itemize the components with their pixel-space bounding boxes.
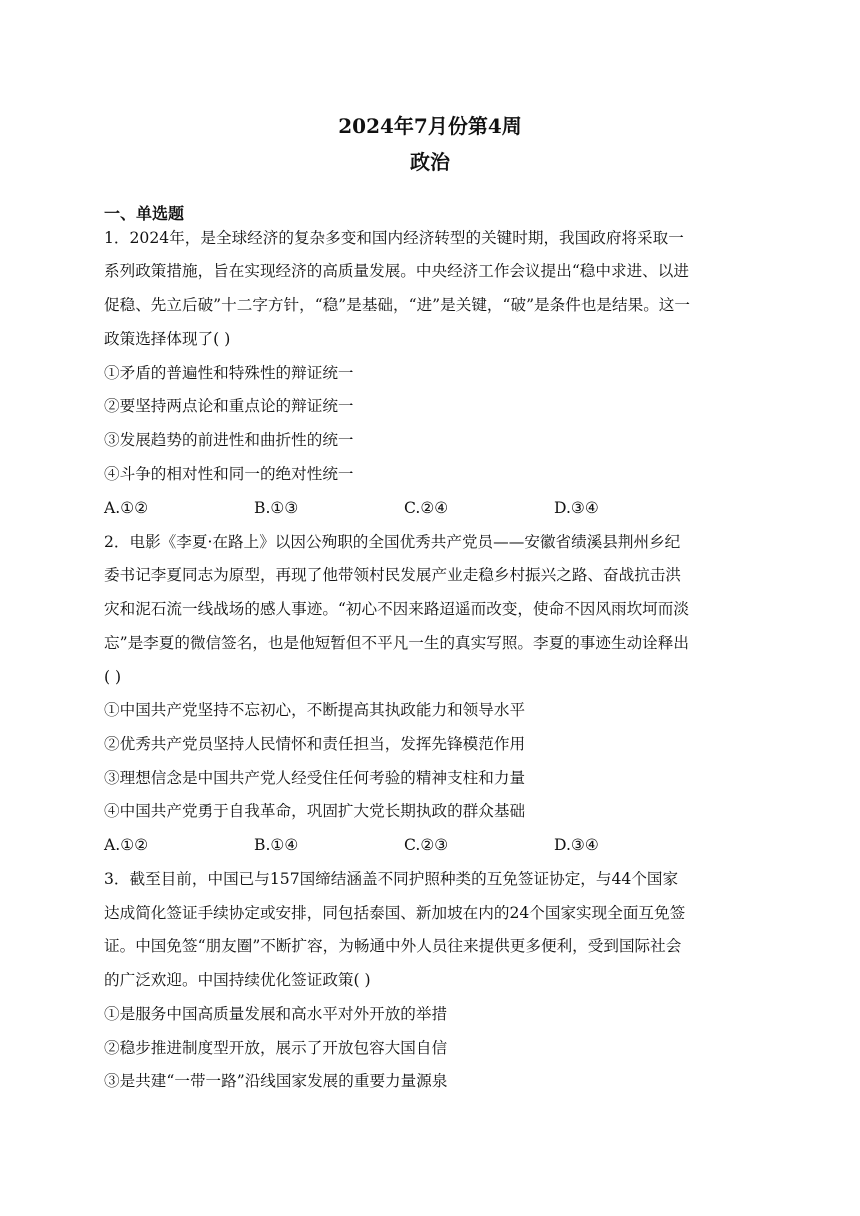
subject-title: 政治 — [410, 150, 450, 174]
statement-item: ①中国共产党坚持不忘初心，不断提高其执政能力和领导水平 — [104, 701, 526, 719]
statement-item: ③理想信念是中国共产党人经受住任何考验的精神支柱和力量 — [104, 769, 526, 787]
question-text-line: 促稳、先立后破”十二字方针，“稳”是基础，“进”是关键，“破”是条件也是结果。这一 — [104, 296, 690, 314]
statement-item: ④中国共产党勇于自我革命，巩固扩大党长期执政的群众基础 — [104, 802, 526, 820]
question-text-line: 1．2024年，是全球经济的复杂多变和国内经济转型的关键时期，我国政府将采取一 — [104, 229, 684, 247]
section-heading: 一、单选题 — [104, 204, 185, 223]
statement-item: ③发展趋势的前进性和曲折性的统一 — [104, 431, 354, 449]
option-a[interactable]: A.①② — [104, 499, 149, 517]
page-title: 2024年7月份第4周 — [338, 114, 522, 138]
question-text-line: 2．电影《李夏·在路上》以因公殉职的全国优秀共产党员——安徽省绩溪县荆州乡纪 — [104, 533, 681, 551]
statement-item: ③是共建“一带一路”沿线国家发展的重要力量源泉 — [104, 1072, 448, 1090]
question-text-line: 证。中国免签“朋友圈”不断扩容，为畅通中外人员往来提供更多便利，受到国际社会 — [104, 937, 682, 955]
statement-item: ①矛盾的普遍性和特殊性的辩证统一 — [104, 364, 354, 382]
option-c[interactable]: C.②④ — [404, 499, 449, 517]
option-b[interactable]: B.①④ — [254, 836, 299, 854]
statement-item: ②要坚持两点论和重点论的辩证统一 — [104, 397, 354, 415]
option-a[interactable]: A.①② — [104, 836, 149, 854]
question-text-line: 灾和泥石流一线战场的感人事迹。“初心不因来路迢遥而改变，使命不因风雨坎坷而淡 — [104, 600, 689, 618]
question-text-line: 忘”是李夏的微信签名，也是他短暂但不平凡一生的真实写照。李夏的事迹生动诠释出 — [104, 634, 689, 652]
statement-item: ①是服务中国高质量发展和高水平对外开放的举措 — [104, 1005, 448, 1023]
question-text-line: 达成简化签证手续协定或安排，同包括泰国、新加坡在内的24个国家实现全面互免签 — [104, 904, 686, 922]
option-d[interactable]: D.③④ — [554, 836, 599, 854]
statement-item: ②优秀共产党员坚持人民情怀和责任担当，发挥先锋模范作用 — [104, 735, 526, 753]
question-text-line: 的广泛欢迎。中国持续优化签证政策( ) — [104, 971, 371, 989]
statement-item: ②稳步推进制度型开放，展示了开放包容大国自信 — [104, 1039, 448, 1057]
question-text-line: 委书记李夏同志为原型，再现了他带领村民发展产业走稳乡村振兴之路、奋战抗击洪 — [104, 566, 681, 584]
question-text-line: 3．截至目前，中国已与157国缔结涵盖不同护照种类的互免签证协定，与44个国家 — [104, 870, 679, 888]
question-text-line: 系列政策措施，旨在实现经济的高质量发展。中央经济工作会议提出“稳中求进、以进 — [104, 262, 689, 280]
question-text-line: ( ) — [104, 668, 122, 686]
option-c[interactable]: C.②③ — [404, 836, 449, 854]
option-d[interactable]: D.③④ — [554, 499, 599, 517]
option-b[interactable]: B.①③ — [254, 499, 299, 517]
question-text-line: 政策选择体现了( ) — [104, 330, 231, 348]
statement-item: ④斗争的相对性和同一的绝对性统一 — [104, 465, 354, 483]
